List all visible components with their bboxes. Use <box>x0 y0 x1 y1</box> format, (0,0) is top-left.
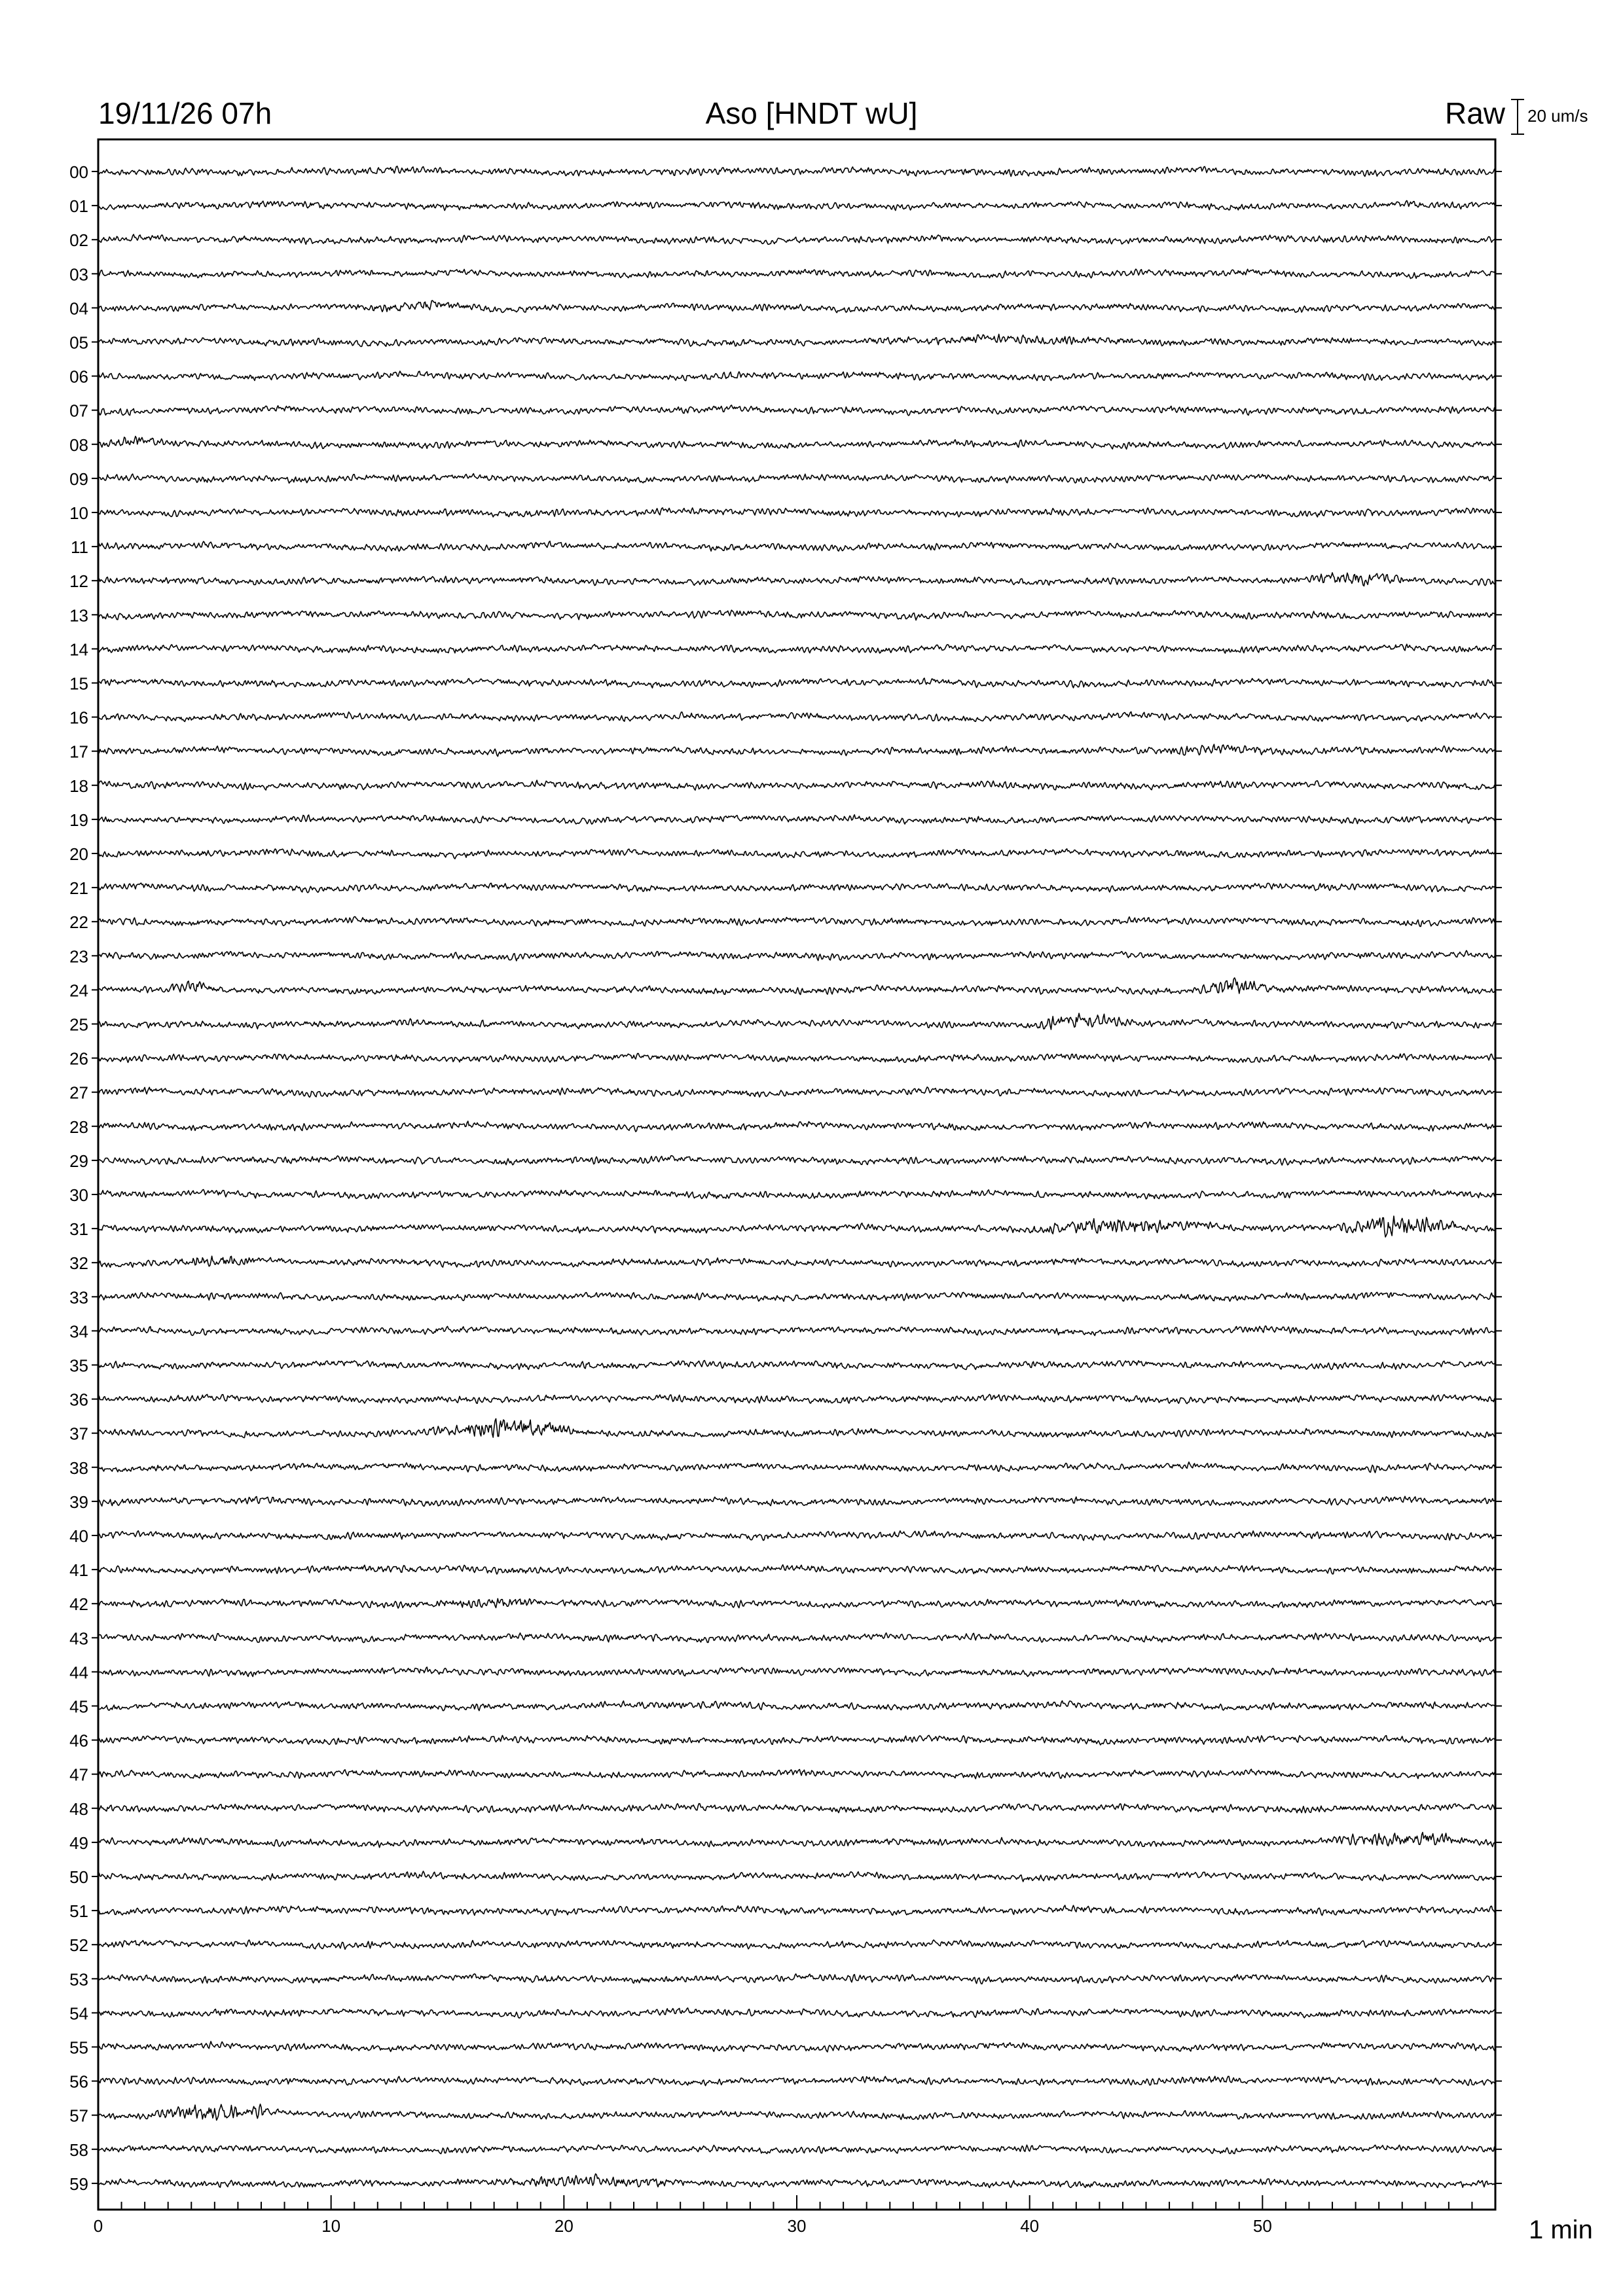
trace-row-38 <box>98 1462 1495 1473</box>
x-tick-label-30: 30 <box>787 2216 807 2236</box>
trace-row-08 <box>98 437 1495 450</box>
row-label-31: 31 <box>69 1219 88 1240</box>
trace-row-50 <box>98 1871 1495 1882</box>
trace-row-43 <box>98 1633 1495 1643</box>
row-label-01: 01 <box>69 196 88 217</box>
row-label-16: 16 <box>69 708 88 728</box>
row-label-56: 56 <box>69 2072 88 2092</box>
trace-row-09 <box>98 474 1495 484</box>
row-label-17: 17 <box>69 742 88 762</box>
row-label-10: 10 <box>69 503 88 523</box>
row-label-20: 20 <box>69 844 88 864</box>
trace-row-53 <box>98 1974 1495 1984</box>
row-label-23: 23 <box>69 946 88 967</box>
row-label-43: 43 <box>69 1628 88 1649</box>
row-label-39: 39 <box>69 1492 88 1512</box>
mode-label: Raw <box>1444 96 1505 130</box>
row-label-38: 38 <box>69 1458 88 1478</box>
x-unit-label: 1 min <box>1529 2215 1593 2244</box>
row-label-28: 28 <box>69 1117 88 1137</box>
row-label-18: 18 <box>69 776 88 796</box>
trace-row-20 <box>98 849 1495 859</box>
trace-row-26 <box>98 1054 1495 1063</box>
trace-row-16 <box>98 712 1495 722</box>
row-label-51: 51 <box>69 1901 88 1922</box>
trace-row-00 <box>98 166 1495 177</box>
trace-row-19 <box>98 815 1495 824</box>
row-label-47: 47 <box>69 1765 88 1785</box>
trace-row-10 <box>98 508 1495 517</box>
row-label-13: 13 <box>69 605 88 626</box>
trace-row-29 <box>98 1156 1495 1165</box>
scale-label: 20 um/s <box>1527 106 1588 126</box>
date-hour-label: 19/11/26 07h <box>98 96 272 130</box>
row-label-14: 14 <box>69 639 88 660</box>
x-tick-label-40: 40 <box>1020 2216 1040 2236</box>
trace-row-31 <box>98 1216 1495 1237</box>
trace-row-15 <box>98 678 1495 688</box>
row-label-12: 12 <box>69 571 88 592</box>
row-label-35: 35 <box>69 1355 88 1376</box>
trace-row-59 <box>98 2174 1495 2187</box>
row-label-07: 07 <box>69 401 88 421</box>
row-label-27: 27 <box>69 1083 88 1103</box>
trace-row-49 <box>98 1833 1495 1848</box>
row-label-22: 22 <box>69 912 88 933</box>
trace-row-45 <box>98 1701 1495 1711</box>
x-tick-label-20: 20 <box>554 2216 574 2236</box>
row-label-02: 02 <box>69 230 88 251</box>
row-label-05: 05 <box>69 332 88 353</box>
row-label-58: 58 <box>69 2140 88 2160</box>
row-label-53: 53 <box>69 1969 88 1990</box>
trace-row-14 <box>98 644 1495 653</box>
row-label-03: 03 <box>69 264 88 285</box>
row-label-08: 08 <box>69 435 88 455</box>
row-label-00: 00 <box>69 162 88 182</box>
row-label-54: 54 <box>69 2003 88 2024</box>
row-label-19: 19 <box>69 810 88 830</box>
trace-row-13 <box>98 610 1495 620</box>
row-label-44: 44 <box>69 1662 88 1683</box>
row-label-50: 50 <box>69 1867 88 1887</box>
trace-row-32 <box>98 1256 1495 1267</box>
trace-row-02 <box>98 234 1495 244</box>
row-label-11: 11 <box>71 537 88 558</box>
trace-row-01 <box>98 201 1495 211</box>
row-label-25: 25 <box>69 1014 88 1035</box>
x-tick-label-50: 50 <box>1252 2216 1272 2236</box>
row-label-42: 42 <box>69 1594 88 1615</box>
row-label-21: 21 <box>69 878 88 899</box>
trace-row-27 <box>98 1087 1495 1098</box>
trace-row-28 <box>98 1121 1495 1132</box>
trace-row-30 <box>98 1189 1495 1199</box>
row-label-04: 04 <box>69 298 88 319</box>
x-axis <box>94 2195 1495 2236</box>
trace-group <box>98 166 1495 2188</box>
x-tick-label-0: 0 <box>93 2216 103 2236</box>
trace-row-36 <box>98 1394 1495 1403</box>
trace-row-06 <box>98 371 1495 381</box>
row-label-24: 24 <box>69 980 88 1001</box>
row-label-29: 29 <box>69 1151 88 1171</box>
trace-row-47 <box>98 1769 1495 1779</box>
trace-row-42 <box>98 1598 1495 1608</box>
plot-frame <box>98 139 1495 2210</box>
row-label-45: 45 <box>69 1696 88 1717</box>
row-label-41: 41 <box>69 1560 88 1581</box>
trace-row-39 <box>98 1496 1495 1506</box>
trace-row-23 <box>98 950 1495 961</box>
trace-row-05 <box>98 334 1495 347</box>
row-label-52: 52 <box>69 1935 88 1956</box>
trace-row-21 <box>98 883 1495 893</box>
trace-row-55 <box>98 2041 1495 2052</box>
row-label-49: 49 <box>69 1833 88 1853</box>
trace-row-48 <box>98 1804 1495 1813</box>
trace-row-33 <box>98 1292 1495 1301</box>
row-label-46: 46 <box>69 1731 88 1751</box>
row-label-59: 59 <box>69 2174 88 2194</box>
row-label-57: 57 <box>69 2106 88 2126</box>
trace-row-24 <box>98 978 1495 995</box>
row-label-group <box>69 162 1502 2194</box>
trace-row-44 <box>98 1667 1495 1677</box>
row-label-06: 06 <box>69 367 88 387</box>
trace-row-56 <box>98 2076 1495 2085</box>
station-title: Aso [HNDT wU] <box>705 96 918 130</box>
row-label-40: 40 <box>69 1526 88 1546</box>
trace-row-37 <box>98 1419 1495 1438</box>
trace-row-51 <box>98 1905 1495 1915</box>
row-label-15: 15 <box>69 673 88 694</box>
row-label-26: 26 <box>69 1049 88 1069</box>
trace-row-40 <box>98 1531 1495 1541</box>
trace-row-17 <box>98 744 1495 756</box>
row-label-36: 36 <box>69 1390 88 1410</box>
trace-row-58 <box>98 2145 1495 2154</box>
row-label-37: 37 <box>69 1424 88 1444</box>
row-label-34: 34 <box>69 1321 88 1342</box>
trace-row-11 <box>98 541 1495 551</box>
row-label-55: 55 <box>69 2037 88 2058</box>
trace-row-03 <box>98 269 1495 278</box>
trace-row-25 <box>98 1013 1495 1030</box>
row-label-33: 33 <box>69 1287 88 1308</box>
row-label-32: 32 <box>69 1253 88 1274</box>
trace-row-07 <box>98 405 1495 416</box>
trace-row-46 <box>98 1735 1495 1745</box>
trace-row-41 <box>98 1565 1495 1574</box>
trace-row-35 <box>98 1361 1495 1370</box>
row-label-48: 48 <box>69 1799 88 1819</box>
trace-row-54 <box>98 2008 1495 2018</box>
x-tick-label-10: 10 <box>321 2216 341 2236</box>
trace-row-52 <box>98 1940 1495 1949</box>
trace-row-22 <box>98 917 1495 927</box>
trace-row-04 <box>98 300 1495 313</box>
row-label-30: 30 <box>69 1185 88 1205</box>
trace-row-12 <box>98 573 1495 586</box>
trace-row-18 <box>98 780 1495 790</box>
row-label-09: 09 <box>69 469 88 489</box>
trace-row-34 <box>98 1326 1495 1336</box>
trace-row-57 <box>98 2104 1495 2121</box>
